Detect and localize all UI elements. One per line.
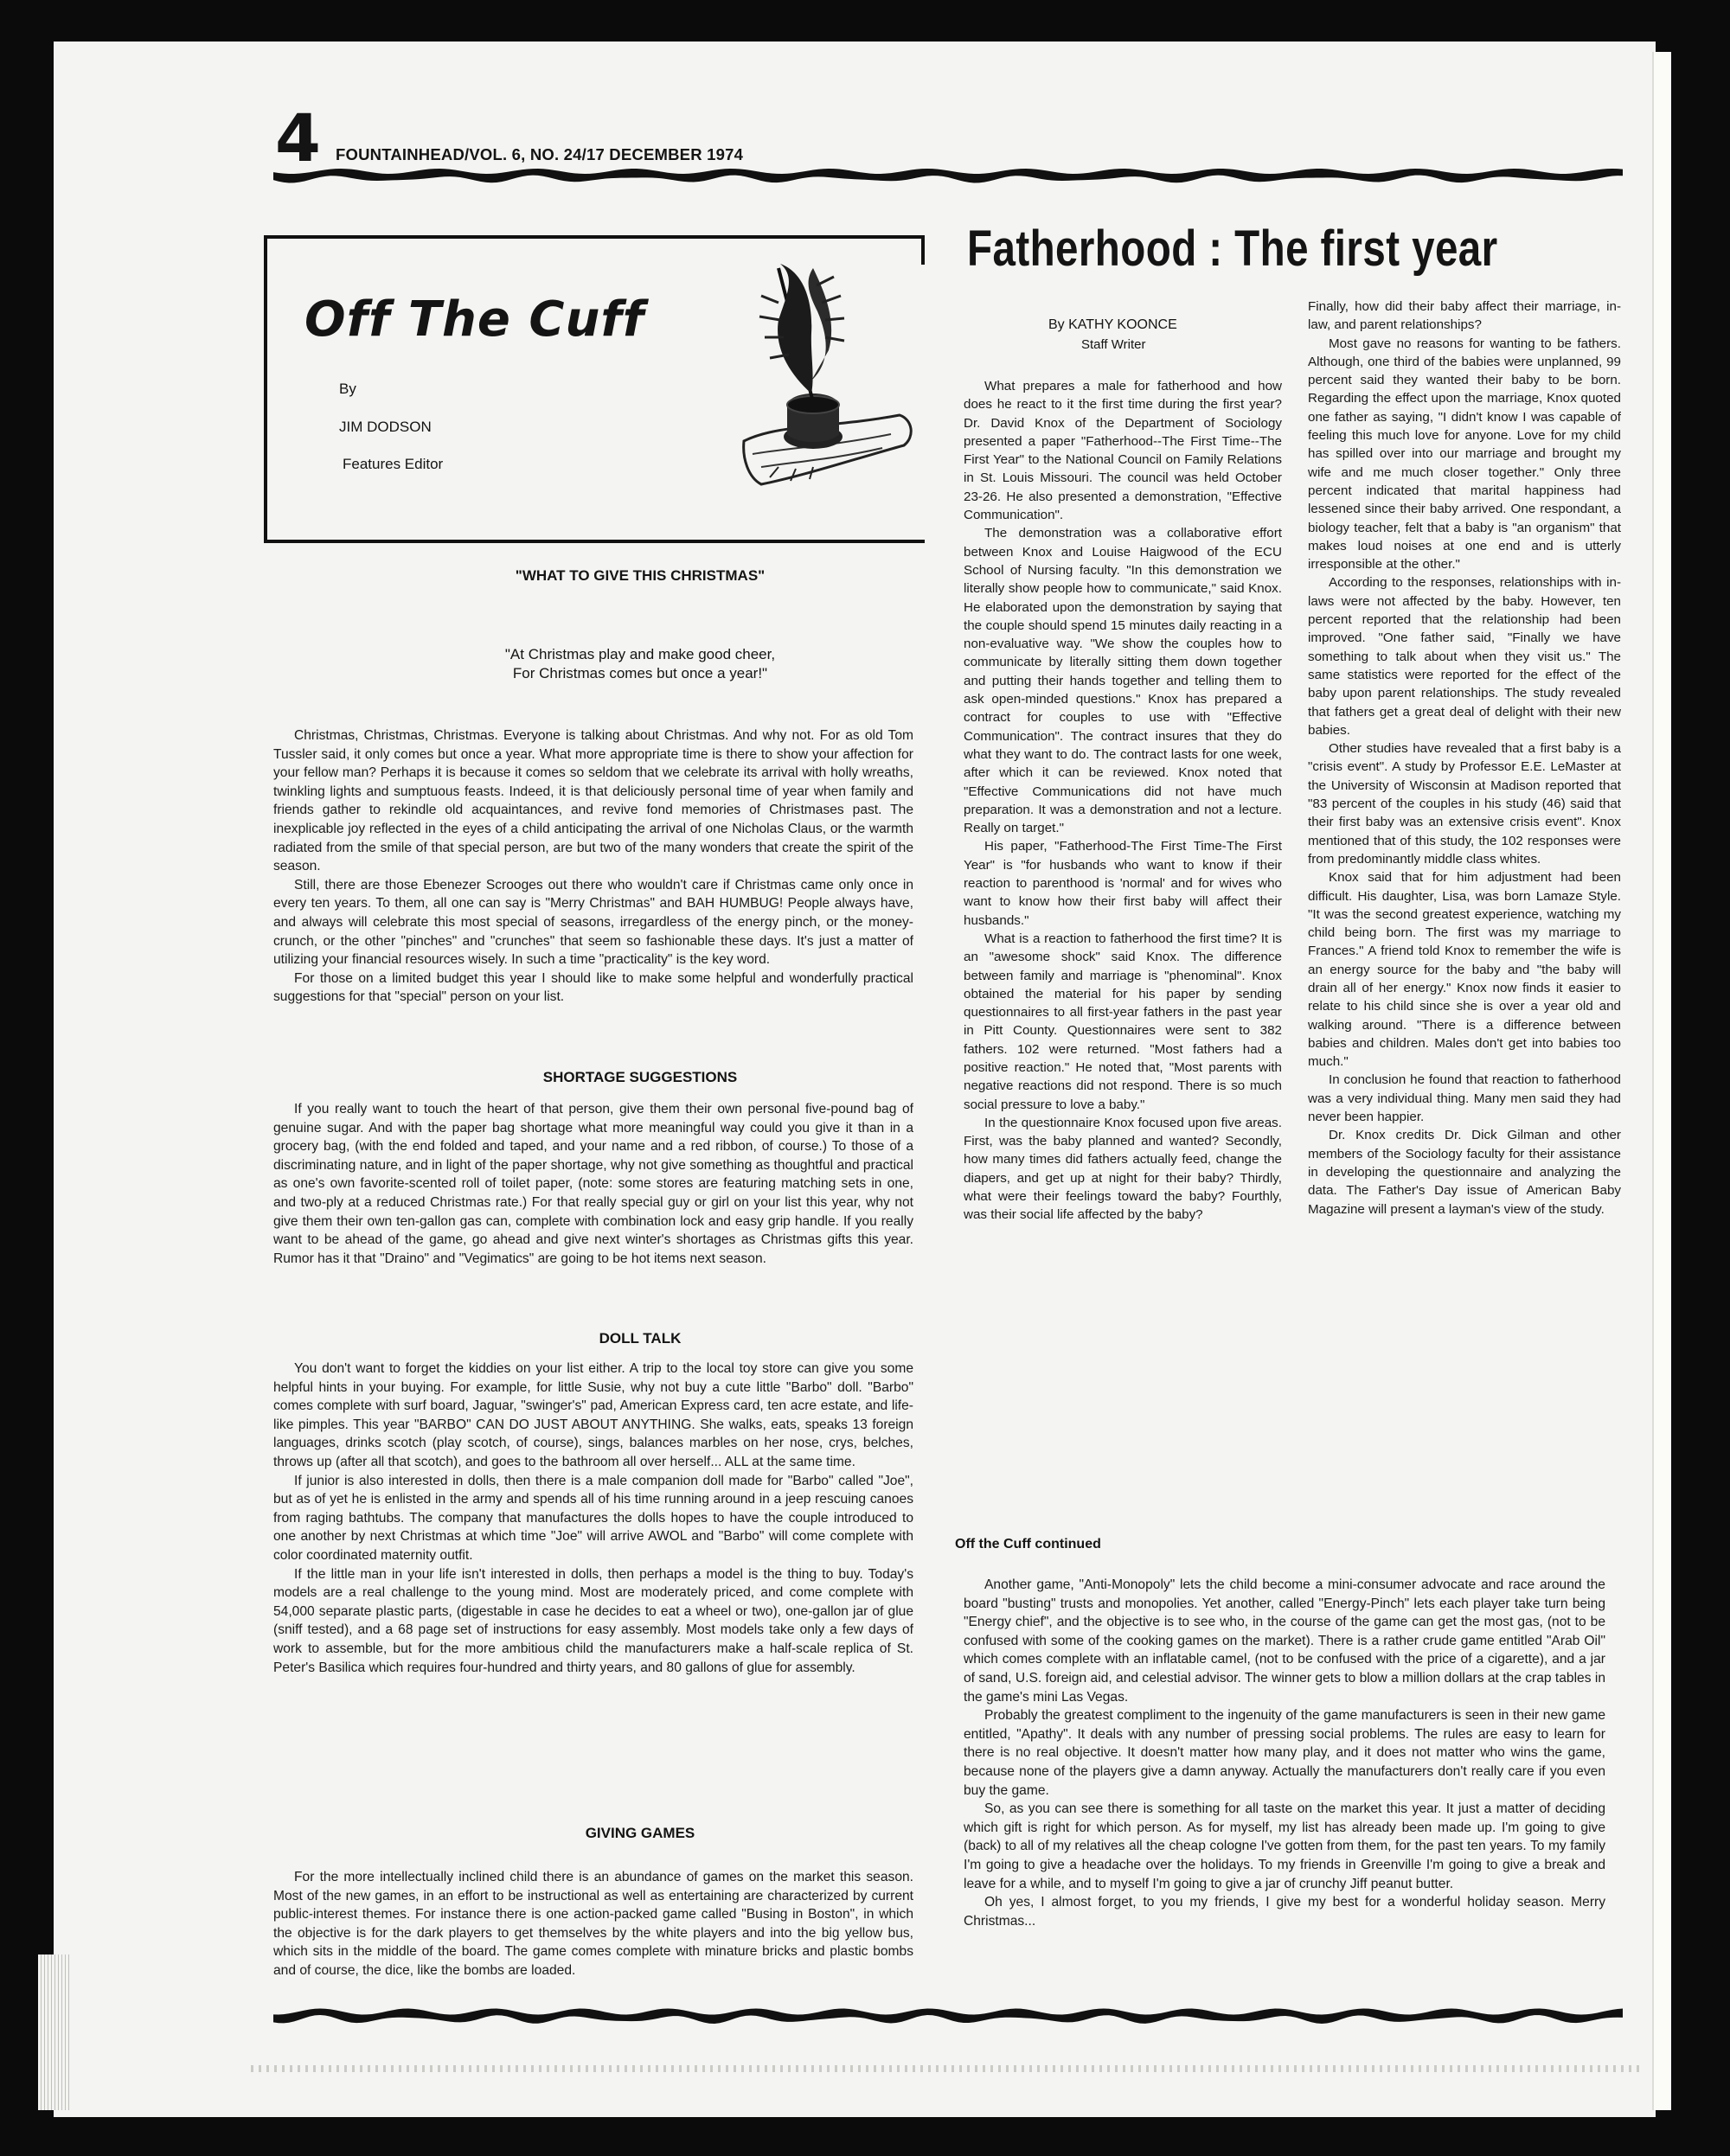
article-body-games (273, 1868, 913, 1980)
paragraph: The demonstration was a collaborative effort between Knox and Louise Haigwood of the ECU School of Nursing faculty. "In this demonstration we literally show people how to communicate," said Knox. He elaborated upon the demonstration by saying that the couple should spend 15 minutes daily reacting in a non-evaluative way. "We show the couples how to communicate by literally sitting them down together and putting their hands together and telling them to ask open-minded questions." Knox has prepared a contract for couples to use with "Effective Communication". The contract insures that they do what they want to do. The contract lasts for one week, after which it can be reviewed. Knox noted that "Effective Communications did not have much preparation. It was a demonstration and not a lecture. Really on target." (964, 526, 1282, 836)
continued-label: Off the Cuff continued (955, 1537, 1101, 1551)
masthead: FOUNTAINHEAD/VOL. 6, NO. 24/17 DECEMBER 1974 (336, 145, 744, 163)
section-heading: DOLL TALK (599, 1330, 682, 1347)
column-title: Off The Cuff (304, 291, 645, 348)
paragraph: Dr. Knox credits Dr. Dick Gilman and other members of the Sociology faculty for their assistance in developing the questionnaire and analyzing the data. The Father's Day issue of American Baby Magazine will present a layman's view of the study. (1308, 1128, 1621, 1217)
paragraph: Probably the greatest compliment to the ingenuity of the game manufacturers is seen in their new game entitled, "Apathy". It deals with any number of pressing social problems. The rules are easy to learn for there is no real objective. It doesn't matter how many play, and it does not matter who wins the game, because none of the players give a damn anyway. Actually the manufacturers don't really care if you even buy the game. (964, 1708, 1605, 1798)
paragraph: For those on a limited budget this year I should like to make some helpful and wonderfully practical suggestions for that "special" person on your list. (273, 970, 913, 1005)
byline-by: By (339, 381, 356, 397)
paragraph: According to the responses, relationships with in-laws were not affected by the baby. However, ten percent reported that the relationship had been improved. "One father said, "Finally we have something to talk about when they visit us." The same statistics were reported for the effect of the baby upon parent relationships. The study revealed that fathers get a great deal of delight with their new babies. (1308, 575, 1621, 738)
paragraph: What is a reaction to fatherhood the first time? It is an "awesome shock" said Knox. The difference between family and marriage is "phenominal". Knox obtained the material for his paper by sending questionnaires to all first-year fathers in the past year in Pitt County. Questionnaires were sent to 382 fathers. 102 were returned. "Most fathers had a positive reaction." He noted that, "Most parents with negative reactions did not respond. There is so much social pressure to love a baby." (964, 931, 1282, 1112)
article-heading: "WHAT TO GIVE THIS CHRISTMAS" (515, 567, 766, 584)
paragraph: For the more intellectually inclined child there is an abundance of games on the market this season. Most of the new games, in an effort to be instructional as well as entertaining are characterized by current public-interest themes. For instance there is one action-packed game called "Busing in Boston", in which the objective is for the dark players to get themselves by the white players and into the big yellow bus, which sits in the middle of the board. The game comes complete with minature bricks and plastic bombs and of course, the dice, like the bombs are loaded. (273, 1870, 913, 1978)
paragraph: His paper, "Fatherhood-The First Time-The First Year" is "for husbands who want to know if their reaction to parenthood is 'normal' and for wives who want to know how their first baby will affect their husbands." (964, 839, 1282, 928)
article-body-shortage (273, 1100, 913, 1268)
epigraph-line: "At Christmas play and make good cheer, (504, 646, 776, 662)
paragraph: Another game, "Anti-Monopoly" lets the child become a mini-consumer advocate and race around the board "busting" trusts and monopolies. Yet another, called "Energy-Pinch" lets each player take turn being "Energy chief", and the objective is to see who, in the course of the game can get the most gas, (not to be confused with some of the cooking games on the market). There is a rather crude game entitled "Arab Oil" which comes complete with an inflatable camel, (not to be confused with the price of a cigarette), and a jar of sand, U.S. foreign aid, and celestial advisor. The winner gets to blow a million dollars at the crap tables in the game's mini Las Vegas. (964, 1577, 1605, 1705)
paragraph: Oh yes, I almost forget, to you my friends, I give my best for a wonderful holiday season. Merry Christmas... (964, 1895, 1605, 1929)
page-stack-edge (38, 1954, 69, 2110)
paragraph: Knox said that for him adjustment had been difficult. His daughter, Lisa, was born Lamaze Style. "It was the second greatest experience, watching my child being born. The first was my marriage to Frances." A friend told Knox to remember the wife is an energy source for the baby and "the baby will drain all of her energy." Knox now finds it easier to relate to his child since she is over a year old and walking around. "There is a difference between babies and children. Males don't get into babies too much." (1308, 870, 1621, 1070)
article-body-doll (273, 1359, 913, 1677)
article-body-intro (273, 726, 913, 1007)
paragraph: In conclusion he found that reaction to fatherhood was a very individual thing. Many men said they had never been happier. (1308, 1072, 1621, 1125)
paragraph: Still, there are those Ebenezer Scrooges out there who wouldn't care if Christmas came only once in every ten years. To them, all one can say is "Merry Christmas" and BAH HUMBUG! People always have, and always will celebrate this most special of seasons, irregardless of the energy pinch, or the money-crunch, or the other "pinches" and "crunches" that seem so fashionable these days. It's just a matter of utilizing your financial resources wisely. In such a time "practicality" is the key word. (273, 877, 913, 968)
page-edge (1652, 52, 1671, 2110)
paragraph: Christmas, Christmas, Christmas. Everyone is talking about Christmas. And why not. For as old Tom Tussler said, it only comes but once a year. What more appropriate time is there to show your affection for your fellow man? Perhaps it is because it comes so seldom that we celebrate its arrival with holly wreaths, twinkling lights and sumptuous feasts. Indeed, it is that deliciously personal time of year when family and friends gather to rekindle old acquaintances, and revive fond memories of Christmases past. The inexplicable joy reflected in the eyes of a child anticipating the arrival of one Nicholas Claus, or the warmth radiated from the smile of that special person, are but two of the many wonders that create the spirit of the season. (273, 728, 913, 874)
section-heading: SHORTAGE SUGGESTIONS (542, 1069, 738, 1085)
byline-role: Staff Writer (1081, 337, 1146, 352)
paragraph: Other studies have revealed that a first baby is a "crisis event". A study by Professor E.E. LeMaster at the University of Wisconsin at Madison reported that "83 percent of the couples in his study (46) said that their first baby was an extensive crisis event". Knox mentioned that of this study, the 102 responses were from predominantly middle class whites. (1308, 741, 1621, 867)
paragraph: What prepares a male for fatherhood and how does he react to it the first time during the first year? Dr. David Knox of the Department of Sociology presented a paper "Fatherhood--The First Time--The First Year" to the National Council on Family Relations in St. Louis Missouri. The council was held October 23-26. He also presented a demonstration, "Effective Communication". (964, 379, 1282, 523)
paragraph: Most gave no reasons for wanting to be fathers. Although, one third of the babies were unplanned, 99 percent said they wanted their baby to be born. Regarding the effect upon the marriage, Knox quoted one father as saying, "I didn't know I was capable of feeling this much love for anyone. Love for my child has spilled over into our marriage and brought my wife and me much closer together." Only three percent indicated that marital happiness had lessened since their baby arrived. One respondant, a biology teacher, felt that a baby is "an organism" that makes loud noises at one end and is utterly irresponsible at the other." (1308, 336, 1621, 573)
quill-and-inkwell-illustration (727, 251, 926, 510)
paragraph: If junior is also interested in dolls, then there is a male companion doll made for "Barbo" called "Joe", but as of yet he is enlisted in the army and spends all of his time running around in a jeep rescuing canoes from raging bathtubs. The company that manufactures the dolls hopes to have the couple introduced to one another by next Christmas at which time "Joe" will arrive AWOL and "Barbo" will come complete with color coordinated maternity outfit. (273, 1473, 913, 1563)
page-number: 4 (275, 99, 321, 176)
byline-role: Features Editor (343, 456, 444, 472)
article-column-1 (964, 377, 1282, 1225)
wavy-rule-top (273, 164, 1623, 187)
article-column-2 (1308, 297, 1621, 1219)
paragraph: In the questionnaire Knox focused upon five areas. First, was the baby planned and wanted? Secondly, how many times did fathers actually feed, change the diapers, and get up at night for their baby? Thirdly, what were their feelings toward the baby? Fourthly, was their social life affected by the baby? (964, 1115, 1282, 1223)
epigraph (346, 645, 934, 683)
paragraph: Finally, how did their baby affect their marriage, in-law, and parent relationships? (1308, 299, 1621, 333)
epigraph-line: For Christmas comes but once a year!" (512, 665, 768, 681)
article-body-continued (964, 1576, 1605, 1930)
article-headline: Fatherhood : The first year (967, 221, 1498, 277)
section-heading: GIVING GAMES (585, 1825, 695, 1841)
bottom-dotted-rule (251, 2065, 1644, 2072)
paragraph: You don't want to forget the kiddies on your list either. A trip to the local toy store can give you some helpful hints in your buying. For example, for little Susie, why not buy a cute little "Barbo" doll. "Barbo" comes complete with surf board, Jaguar, "swinger's" pad, American Express card, ten acre estate, and life-like pimples. This year "BARBO" CAN DO JUST ABOUT ANYTHING. She walks, eats, speaks 13 foreign languages, drinks scotch (play scotch, of course), sings, balances marbles on her nose, crys, belches, throws up (after all that scotch), and goes to the bathroom all over herself... ALL at the same time. (273, 1361, 913, 1469)
wavy-rule-bottom (273, 2005, 1623, 2027)
byline: By KATHY KOONCE (1048, 317, 1177, 332)
paragraph: If you really want to touch the heart of that person, give them their own personal five-pound bag of genuine sugar. And with the paper bag shortage what more meaningful way could you give it than in a grocery bag, (with the end folded and taped, and your name and a red ribbon, of course.) To those of a discriminating nature, and in light of the paper shortage, why not give something as thoughtful and practical as one's own favorite-scented roll of toilet paper, (note: some stores are featuring matching sets in one, and two-ply at a reduced Christmas rate.) For that really special guy or girl on your list this year, why not give them their own ten-gallon gas can, complete with combination lock and easy grip handle. If you really want to be ahead of the game, go ahead and give next winter's shortages as Christmas gifts this year. Rumor has it that "Draino" and "Vegimatics" are going to be hot items next season. (273, 1102, 913, 1266)
byline-author: JIM DODSON (339, 419, 432, 435)
paragraph: If the little man in your life isn't interested in dolls, then perhaps a model is the thing to buy. Today's models are a real challenge to the young mind. Most are moderately priced, and come complete with 54,000 separate plastic parts, (digestable in case he decides to eat a wheel or two), one-gallon jar of glue (sniff tested), and a 68 page set of instructions for easy assembly. Most models take only a few days of work to assemble, but for the more ambitious child the manufacturers make a half-scale replica of St. Peter's Basilica which requires four-hundred and thirty years, and 80 gallons of glue for assembly. (273, 1566, 913, 1675)
paragraph: So, as you can see there is something for all taste on the market this year. It just a matter of deciding which gift is right for which person. As for myself, my list has already been made up. I'm going to give (back) to all of my relatives all the cheap cologne I've gotten from them, for the past ten years. To my family I'm going to give a headache over the holidays. To my friends in Greenville I'm going to give a break and leave for a while, and to myself I'm going to give a jar of crunchy Jiff peanut butter. (964, 1801, 1605, 1891)
